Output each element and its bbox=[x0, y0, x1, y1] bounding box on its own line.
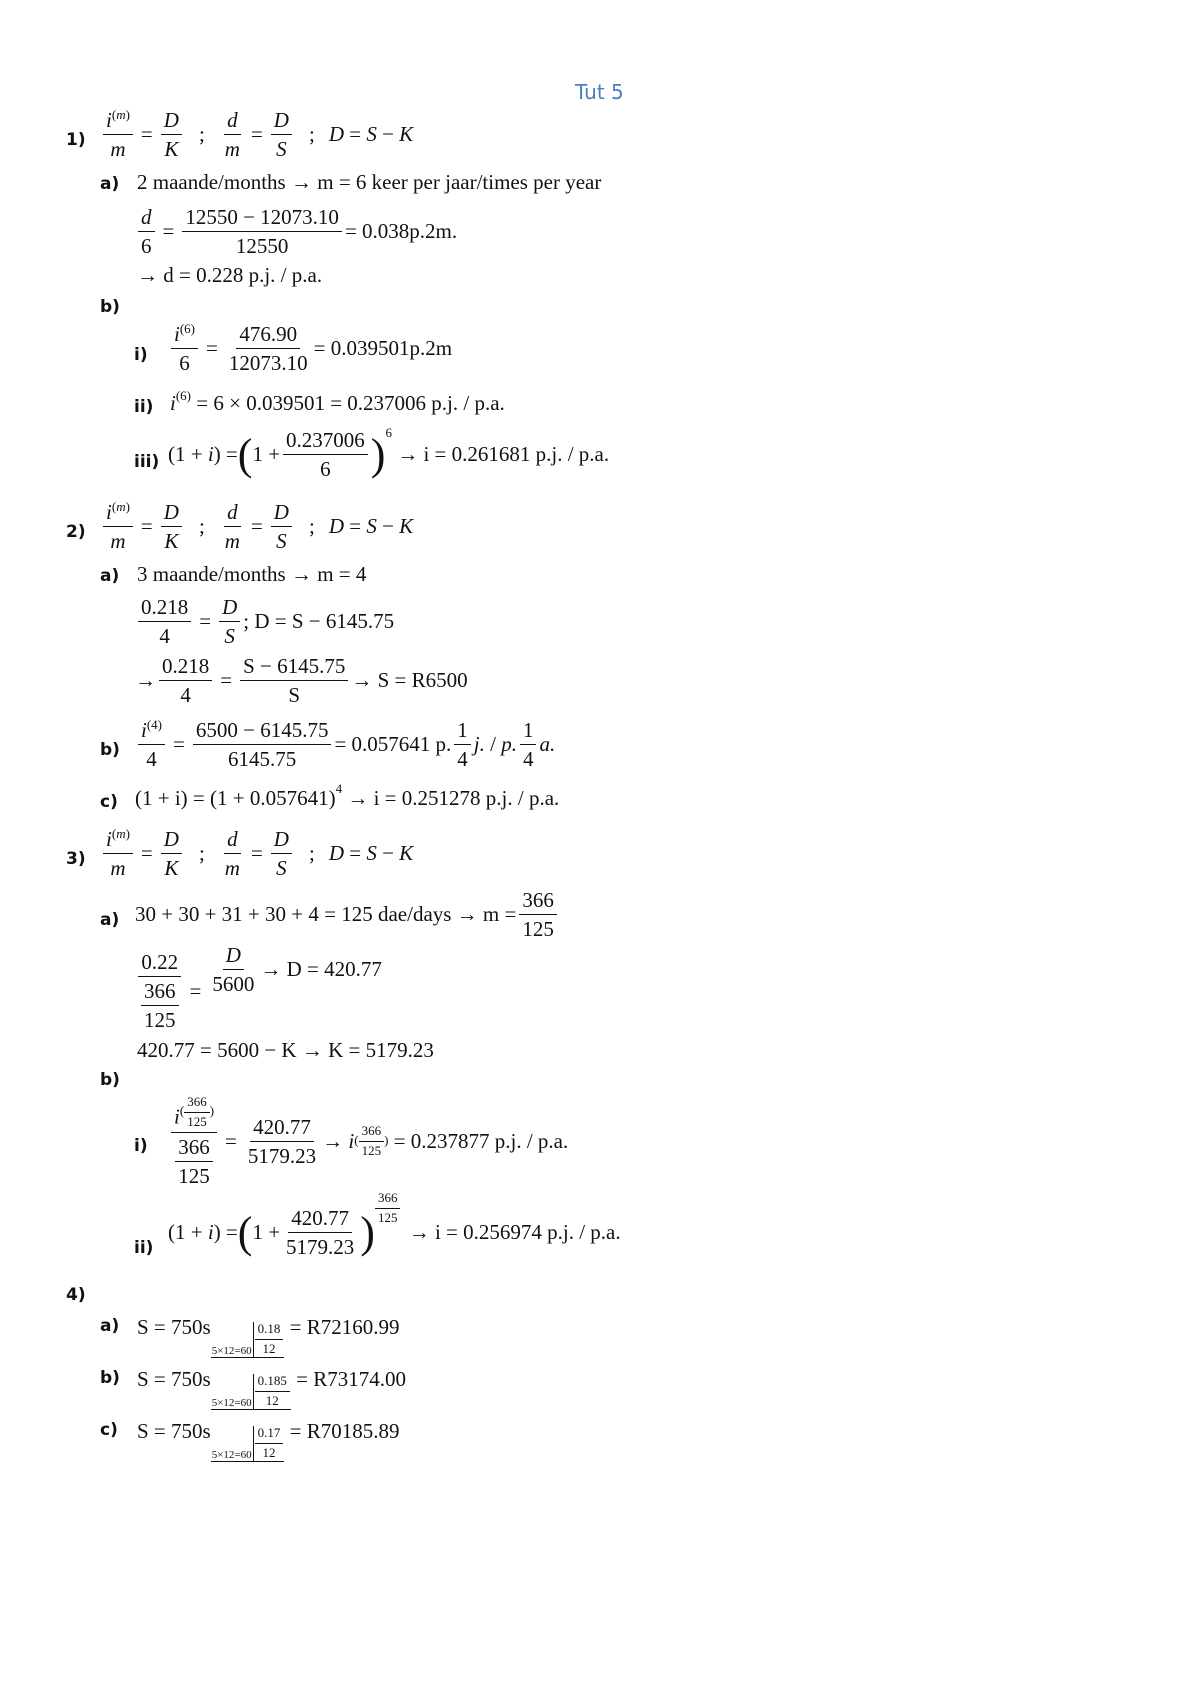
q1-definitions: $\frac{i^{(m)}}{m}$ = $\frac{D}{K}$ ; $\frac{d}{m}$ = $\frac{D}{S}$ ; D = S − K bbox=[100, 108, 413, 161]
q4c-rate-num: 0.17 bbox=[255, 1426, 284, 1444]
q1biii-numerator: 0.237006 bbox=[283, 428, 368, 455]
q4a-equation bbox=[137, 1310, 400, 1357]
q1a-fraction-numerator: 12550 − 12073.10 bbox=[182, 205, 342, 232]
q4b-term: 5×12=60 bbox=[211, 1396, 252, 1409]
q1bi-equation: $\frac{i^{(6)}}{6}$ = $\frac{476.90}{12073.10}$ = 0.039501p.2m bbox=[168, 322, 452, 375]
q1bii-label: ii) bbox=[134, 397, 154, 417]
q3bi-numerator: 420.77 bbox=[250, 1115, 314, 1142]
q1a-label: a) bbox=[100, 174, 120, 194]
fraction: $\frac{d}{m}$ bbox=[224, 108, 240, 162]
q4c-rate-den: 12 bbox=[262, 1444, 276, 1460]
q1b-label: b) bbox=[100, 297, 120, 317]
q4c-result: = R70185.89 bbox=[289, 1419, 400, 1444]
q3bii-equation: (1 + i) = ( 1 + $\frac{420.77}{5179.23}$ ) $\frac{366}{125}$ → i = 0.256974 p.j. / p.a. bbox=[168, 1190, 621, 1260]
q2a-f2-denominator: S bbox=[288, 683, 301, 708]
q1bi-numerator: 476.90 bbox=[236, 322, 300, 349]
q3bi-label: i) bbox=[134, 1136, 148, 1156]
q2a-text: 3 maande/months → m = 4 bbox=[137, 562, 367, 586]
q2a-equation2: → $\frac{0.218}{4}$ = $\frac{S - 6145.75}{S}$ → S = R6500 bbox=[135, 654, 468, 708]
q1a-equation: $\frac{d}{6}$ = $\frac{12550 - 12073.10}{12550}$ = 0.038p.2m. bbox=[135, 205, 457, 258]
q2c-equation: (1 + i) = (1 + 0.057641) $^4$ → i = 0.251278 p.j. / p.a. bbox=[135, 780, 560, 810]
q3bii-label: ii) bbox=[134, 1238, 154, 1258]
q1a-result: = 0.038p.2m. bbox=[344, 219, 458, 244]
q2c-text: (1 + i) = (1 + 0.057641) bbox=[135, 786, 336, 810]
q3bi-result: = 0.237877 p.j. / p.a. bbox=[393, 1129, 569, 1154]
q1bii-equation: i $^{(6)}$ = 6 × 0.039501 = 0.237006 p.j. / p.a. bbox=[170, 387, 505, 415]
q1biii-denominator: 6 bbox=[320, 457, 331, 482]
q2a-f2-numerator: S − 6145.75 bbox=[240, 654, 348, 681]
q3a-rhs-denominator: 5600 bbox=[212, 971, 255, 996]
q3-definitions: $\frac{i^{(m)}}{m}$ = $\frac{D}{K}$ ; $\frac{d}{m}$ = $\frac{D}{S}$ ; D = S − K bbox=[100, 827, 413, 880]
q4a-term: 5×12=60 bbox=[211, 1344, 252, 1357]
q3a-equation: $\frac{0.22}{\frac{366}{125}}$ = $\frac{D}{5600}$ → D = 420.77 bbox=[135, 950, 382, 1032]
q1bii-text: = 6 × 0.039501 = 0.237006 p.j. / p.a. bbox=[196, 391, 505, 415]
question-3-number: 3) bbox=[66, 849, 86, 869]
q3bii-numerator: 420.77 bbox=[288, 1206, 352, 1233]
q1a-fraction-denominator: 12550 bbox=[235, 234, 289, 259]
q3b-label: b) bbox=[100, 1070, 120, 1090]
q1biii-label: iii) bbox=[134, 452, 160, 472]
q3a-line2: 420.77 = 5600 − K → K = 5179.23 bbox=[137, 1038, 434, 1062]
q2c-label: c) bbox=[100, 792, 118, 812]
question-2-number: 2) bbox=[66, 522, 86, 542]
q4a-lhs: S = 750s bbox=[137, 1315, 211, 1340]
q2b-denominator: 6145.75 bbox=[228, 747, 297, 772]
q2b-result: = 0.057641 p. bbox=[334, 732, 452, 757]
q3a-label: a) bbox=[100, 910, 120, 930]
q3bi-denominator: 5179.23 bbox=[247, 1144, 317, 1169]
q4c-equation bbox=[137, 1414, 400, 1461]
q2b-label: b) bbox=[100, 740, 120, 760]
q4b-equation bbox=[137, 1362, 406, 1409]
q1bi-label: i) bbox=[134, 345, 148, 365]
q3bii-denominator: 5179.23 bbox=[286, 1235, 355, 1260]
q3a-inner-numerator: 366 bbox=[141, 979, 179, 1006]
q2a-equation1: $\frac{0.218}{4}$ = $\frac{D}{S}$ ; D = S − 6145.75 bbox=[135, 595, 394, 648]
q1biii-result: → i = 0.261681 p.j. / p.a. bbox=[397, 442, 610, 467]
q2c-result: → i = 0.251278 p.j. / p.a. bbox=[347, 786, 560, 810]
fraction: $\frac{i^{(m)}}{m}$ bbox=[103, 108, 133, 161]
q3bi-equation: $i^{( \frac{366}{125} )}$ $\frac{366}{125}$ = $\frac{420.77}{5179.23}$ → i ( $\frac{366}{125}$ ) = 0.237877 p.j. / p.a. bbox=[168, 1095, 568, 1188]
q3a-line bbox=[135, 888, 560, 941]
q2a-f2-left-denominator: 4 bbox=[180, 683, 191, 708]
q1biii-equation: (1 + i) = ( 1 + $\frac{0.237006}{6}$ ) $^6$ → i = 0.261681 p.j. / p.a. bbox=[168, 424, 610, 482]
page-title: Tut 5 bbox=[575, 80, 624, 104]
q2b-numerator: 6500 − 6145.75 bbox=[193, 718, 332, 745]
q4a-rate-den: 12 bbox=[262, 1340, 276, 1356]
q3a-m-numerator: 366 bbox=[519, 888, 557, 915]
q1a-text: 2 maande/months → bbox=[137, 170, 312, 194]
q4b-rate-den: 12 bbox=[265, 1392, 279, 1408]
q4a-label: a) bbox=[100, 1316, 120, 1336]
q2a-f1-denominator: 4 bbox=[159, 624, 170, 649]
q1a-text2: m = 6 keer per jaar/times per year bbox=[317, 170, 602, 194]
q3bii-result: → i = 0.256974 p.j. / p.a. bbox=[408, 1220, 621, 1245]
q2-definitions: $\frac{i^{(m)}}{m}$ = $\frac{D}{K}$ ; $\frac{d}{m}$ = $\frac{D}{S}$ ; D = S − K bbox=[100, 500, 413, 553]
q4c-label: c) bbox=[100, 1420, 118, 1440]
q3a-text: 30 + 30 + 31 + 30 + 4 = 125 dae/days → m = bbox=[135, 902, 517, 927]
q4a-result: = R72160.99 bbox=[289, 1315, 400, 1340]
q4b-lhs: S = 750s bbox=[137, 1367, 211, 1392]
q2a-f2-result: → S = R6500 bbox=[351, 668, 468, 693]
q4b-result: = R73174.00 bbox=[296, 1367, 406, 1392]
q1a-line bbox=[137, 170, 601, 195]
question-4-number: 4) bbox=[66, 1285, 86, 1305]
q3a-top: 0.22 bbox=[138, 950, 181, 977]
fraction: $\frac{D}{K}$ bbox=[161, 108, 182, 161]
q1bi-denominator: 12073.10 bbox=[228, 351, 308, 376]
q2a-f1-numerator: 0.218 bbox=[138, 595, 191, 622]
q1bi-result: = 0.039501p.2m bbox=[313, 336, 453, 361]
q2a-f1-rest: ; D = S − 6145.75 bbox=[243, 609, 395, 634]
q2a-f2-left-numerator: 0.218 bbox=[159, 654, 212, 681]
question-1-number: 1) bbox=[66, 130, 86, 150]
q3a-result: → D = 420.77 bbox=[260, 956, 382, 981]
q2a-label: a) bbox=[100, 566, 120, 586]
q4b-rate-num: 0.185 bbox=[255, 1374, 290, 1392]
q4a-rate-num: 0.18 bbox=[255, 1322, 284, 1340]
q2b-equation: $\frac{i^{(4)}}{4}$ = $\frac{6500 - 6145.75}{6145.75}$ = 0.057641 p. $\frac{1}{4}$ j. / p. $\frac{1}{4}$ a. bbox=[135, 718, 555, 771]
q4b-label: b) bbox=[100, 1368, 120, 1388]
fraction: $\frac{D}{S}$ bbox=[271, 108, 292, 161]
q1a-result2: → d = 0.228 p.j. / p.a. bbox=[137, 263, 323, 287]
q3a-m-denominator: 125 bbox=[522, 917, 554, 942]
q4c-term: 5×12=60 bbox=[211, 1448, 252, 1461]
q3a-inner-denominator: 125 bbox=[144, 1008, 176, 1033]
q4c-lhs: S = 750s bbox=[137, 1419, 211, 1444]
